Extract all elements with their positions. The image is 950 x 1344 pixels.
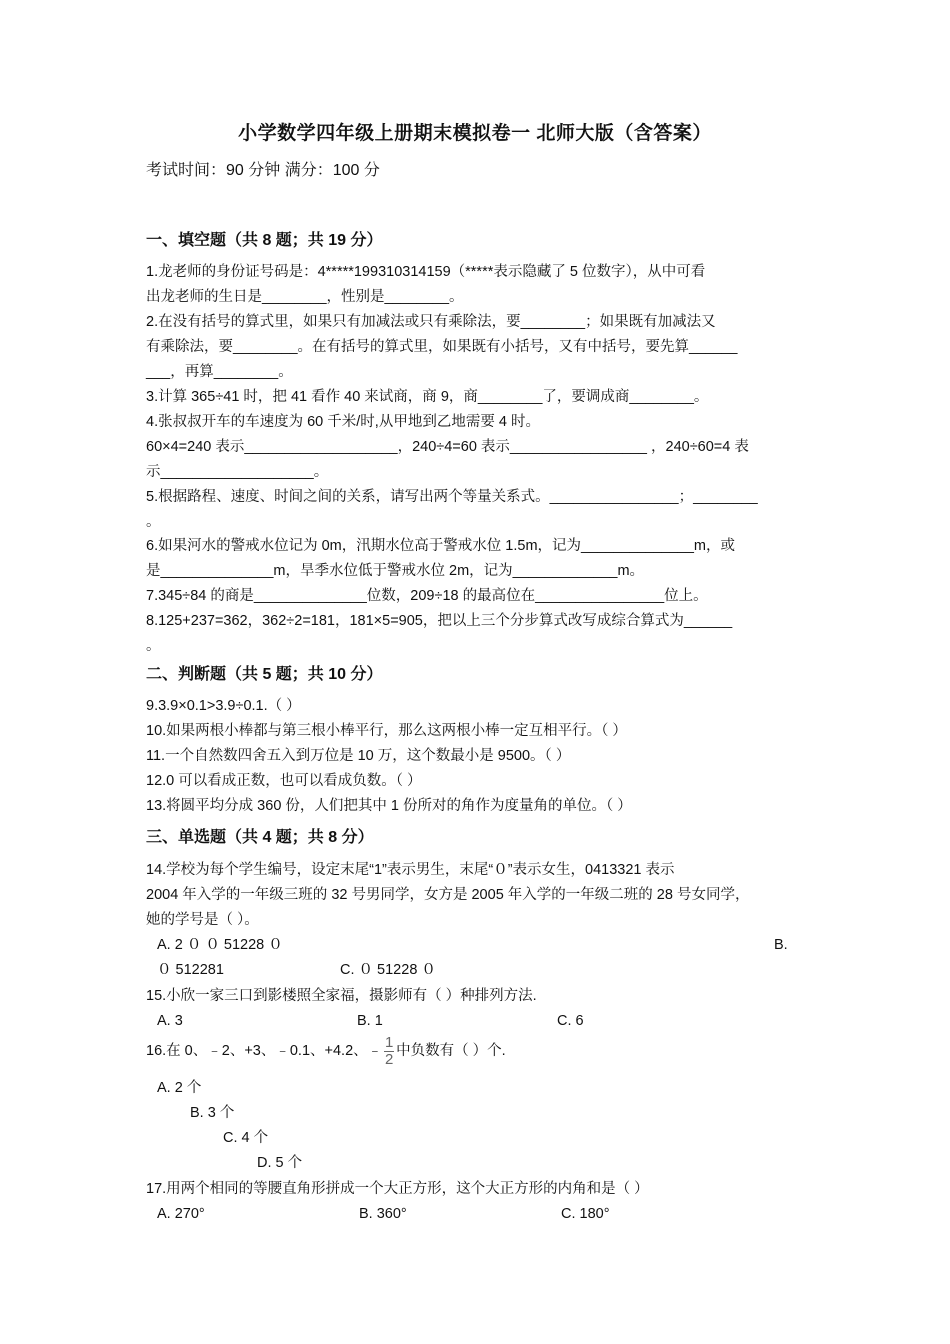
fraction-numerator: 1	[384, 1033, 394, 1051]
question-5-line-1: 5.根据路程、速度、时间之间的关系，请写出两个等量关系式。________________；________	[146, 489, 758, 505]
exam-meta: 考试时间：90 分钟 满分：100 分	[146, 162, 380, 179]
question-16-option-b: B. 3 个	[190, 1105, 235, 1121]
question-1-line-1: 1.龙老师的身份证号码是：4*****199310314159（*****表示隐藏了 5 位数字），从中可看	[146, 264, 706, 280]
question-4-line-2: 60×4=240 表示___________________，240÷4=60 表示_________________ ，240÷60=4 表	[146, 439, 749, 455]
question-7: 7.345÷84 的商是______________位数，209÷18 的最高位在________________位上。	[146, 588, 708, 604]
section-heading-fill-in: 一、填空题（共 8 题；共 19 分）	[146, 232, 383, 249]
page-title: 小学数学四年级上册期末模拟卷一 北师大版（含答案）	[238, 123, 712, 144]
question-1-line-2: 出龙老师的生日是________，性别是________。	[146, 289, 464, 305]
question-15-option-b: B. 1	[357, 1013, 383, 1029]
question-14-line-1: 14.学校为每个学生编号，设定末尾“1”表示男生，末尾“０”表示女生，0413321 表示	[146, 862, 675, 878]
question-15: 15.小欣一家三口到影楼照全家福，摄影师有（ ）种排列方法.	[146, 988, 537, 1004]
question-17-option-b: B. 360°	[359, 1206, 407, 1222]
question-14-option-c: C. ０ 51228 ０	[340, 962, 436, 978]
question-15-option-c: C. 6	[557, 1013, 584, 1029]
question-4-line-1: 4.张叔叔开车的车速度为 60 千米/时,从甲地到乙地需要 4 时。	[146, 414, 540, 430]
question-12: 12.0 可以看成正数，也可以看成负数。（ ）	[146, 773, 422, 789]
question-14-line-2: 2004 年入学的一年级三班的 32 号男同学，女方是 2005 年入学的一年级二班的 28 号女同学，	[146, 887, 750, 903]
fraction-denominator: 2	[384, 1050, 394, 1068]
question-2-line-2: 有乘除法，要________。在有括号的算式里，如果既有小括号，又有中括号，要先算______	[146, 339, 738, 355]
question-8-line-1: 8.125+237=362，362÷2=181，181×5=905，把以上三个分步算式改写成综合算式为______	[146, 613, 733, 629]
section-heading-true-false: 二、判断题（共 5 题；共 10 分）	[146, 666, 383, 683]
question-17-option-a: A. 270°	[157, 1206, 205, 1222]
question-6-line-2: 是______________m，旱季水位低于警戒水位 2m，记为_____________m。	[146, 563, 645, 579]
question-16-text-after: 中负数有（ ）个.	[396, 1043, 506, 1059]
question-6-line-1: 6.如果河水的警戒水位记为 0m，汛期水位高于警戒水位 1.5m，记为______________m，或	[146, 538, 736, 554]
question-14-option-a: A. 2 ０ ０ 51228 ０	[157, 937, 283, 953]
question-14-option-b: B.	[774, 937, 788, 953]
question-17-option-c: C. 180°	[561, 1206, 610, 1222]
question-10: 10.如果两根小棒都与第三根小棒平行，那么这两根小棒一定互相平行。（ ）	[146, 723, 627, 739]
question-2-line-1: 2.在没有括号的算式里，如果只有加减法或只有乘除法，要________；如果既有加减法又	[146, 314, 716, 330]
question-9: 9.3.9×0.1>3.9÷0.1.（ ）	[146, 698, 301, 714]
question-4-line-3: 示___________________。	[146, 464, 329, 480]
question-14-option-b-value: ０ 512281	[157, 962, 224, 978]
question-16	[146, 1033, 506, 1069]
section-heading-single-choice: 三、单选题（共 4 题；共 8 分）	[146, 829, 374, 846]
question-16-option-d: D. 5 个	[257, 1155, 303, 1171]
question-8-line-2: 。	[146, 638, 161, 654]
question-5-line-2: 。	[146, 514, 161, 530]
question-13: 13.将圆平均分成 360 份，人们把其中 1 份所对的角作为度量角的单位。（ ）	[146, 798, 632, 814]
question-14-line-3: 她的学号是（ ）。	[146, 912, 259, 928]
question-16-option-a: A. 2 个	[157, 1080, 202, 1096]
question-11: 11.一个自然数四舍五入到万位是 10 万，这个数最小是 9500。（ ）	[146, 748, 571, 764]
question-15-option-a: A. 3	[157, 1013, 183, 1029]
question-16-text-before: 16.在 0、﹣2、+3、﹣0.1、+4.2、﹣	[146, 1043, 383, 1059]
fraction-one-half	[384, 1033, 394, 1068]
question-16-option-c: C. 4 个	[223, 1130, 269, 1146]
question-17: 17.用两个相同的等腰直角形拼成一个大正方形，这个大正方形的内角和是（ ）	[146, 1181, 649, 1197]
question-2-line-3: ___，再算________。	[146, 364, 293, 380]
question-3: 3.计算 365÷41 时，把 41 看作 40 来试商，商 9，商________了，要调成商________。	[146, 389, 709, 405]
